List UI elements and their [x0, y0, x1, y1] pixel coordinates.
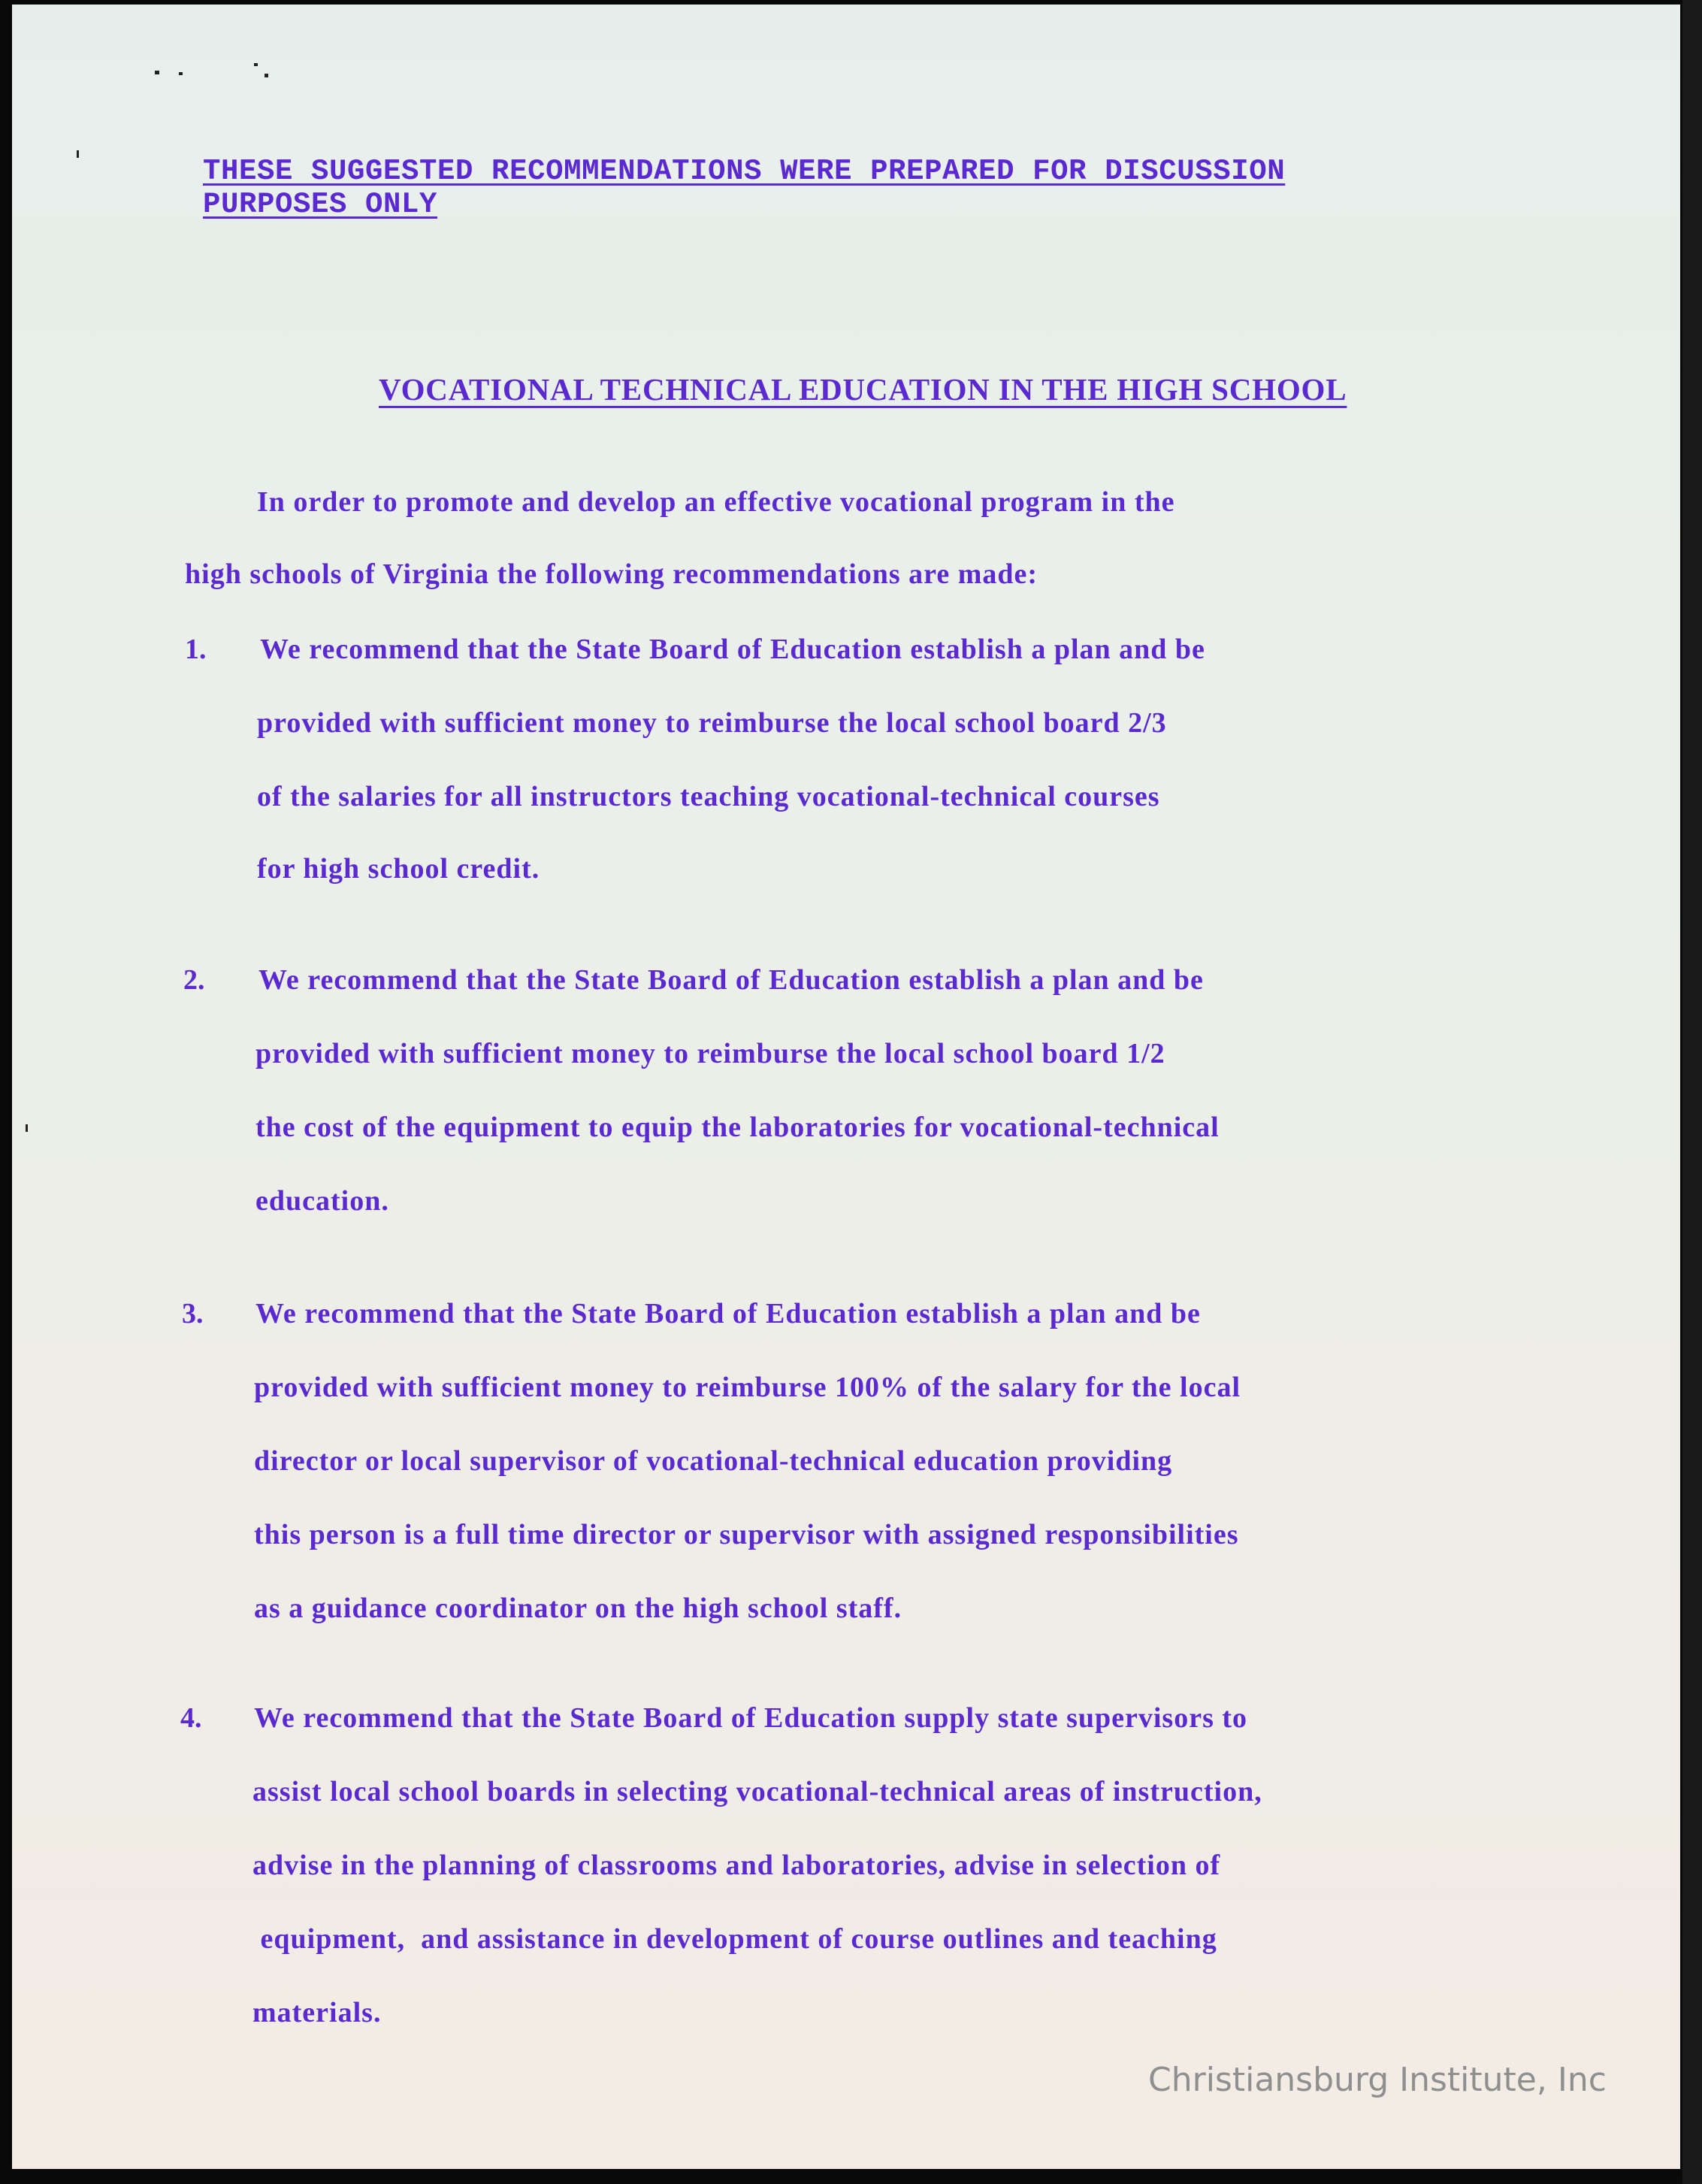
recommendation-number: 2.	[183, 964, 205, 996]
recommendation-number: 3.	[182, 1298, 204, 1329]
discussion-notice	[203, 155, 1285, 221]
stray-mark	[77, 150, 79, 158]
recommendation-number: 4.	[180, 1702, 202, 1734]
notice-line-2: PURPOSES ONLY	[203, 188, 438, 221]
recommendation-line: assist local school boards in selecting vocational-technical areas of instruction,	[252, 1776, 1262, 1807]
stray-mark	[254, 63, 258, 66]
document-title: VOCATIONAL TECHNICAL EDUCATION IN THE HIGH SCHOOL	[379, 372, 1347, 407]
intro-line-2: high schools of Virginia the following recommendations are made:	[185, 558, 1038, 590]
stray-mark	[26, 1124, 28, 1132]
recommendation-line: We recommend that the State Board of Education establish a plan and be	[258, 964, 1204, 996]
recommendation-number: 1.	[185, 634, 207, 665]
recommendation-line: We recommend that the State Board of Education establish a plan and be	[255, 1298, 1201, 1329]
recommendation-line: education.	[255, 1185, 389, 1217]
stray-mark	[179, 72, 183, 75]
recommendation-line: for high school credit.	[257, 853, 540, 885]
recommendation-line: provided with sufficient money to reimburse 100% of the salary for the local	[254, 1372, 1241, 1403]
recommendation-line: of the salaries for all instructors teaching vocational-technical courses	[257, 781, 1160, 812]
recommendation-line: provided with sufficient money to reimburse the local school board 1/2	[255, 1038, 1165, 1069]
recommendation-line: We recommend that the State Board of Education establish a plan and be	[260, 634, 1205, 665]
document-page	[12, 5, 1680, 2169]
recommendation-line: the cost of the equipment to equip the laboratories for vocational-technical	[255, 1112, 1220, 1143]
stray-mark	[265, 74, 268, 77]
archive-watermark: Christiansburg Institute, Inc	[1148, 2061, 1607, 2099]
intro-line-1: In order to promote and develop an effective vocational program in the	[257, 486, 1175, 518]
notice-line-1: THESE SUGGESTED RECOMMENDATIONS WERE PREPARED FOR DISCUSSION	[203, 155, 1286, 188]
recommendation-line: We recommend that the State Board of Education supply state supervisors to	[254, 1702, 1248, 1734]
recommendation-line: this person is a full time director or supervisor with assigned responsibilities	[254, 1519, 1239, 1550]
scan-border	[1682, 0, 1702, 2184]
recommendation-line: as a guidance coordinator on the high school staff.	[254, 1593, 902, 1624]
stray-mark	[155, 71, 159, 74]
recommendation-line: materials.	[252, 1997, 382, 2028]
recommendation-line: provided with sufficient money to reimburse the local school board 2/3	[257, 707, 1167, 739]
recommendation-line: equipment, and assistance in development of course outlines and teaching	[252, 1923, 1217, 1955]
recommendation-line: advise in the planning of classrooms and laboratories, advise in selection of	[252, 1850, 1221, 1881]
recommendation-line: director or local supervisor of vocational-technical education providing	[254, 1445, 1173, 1477]
